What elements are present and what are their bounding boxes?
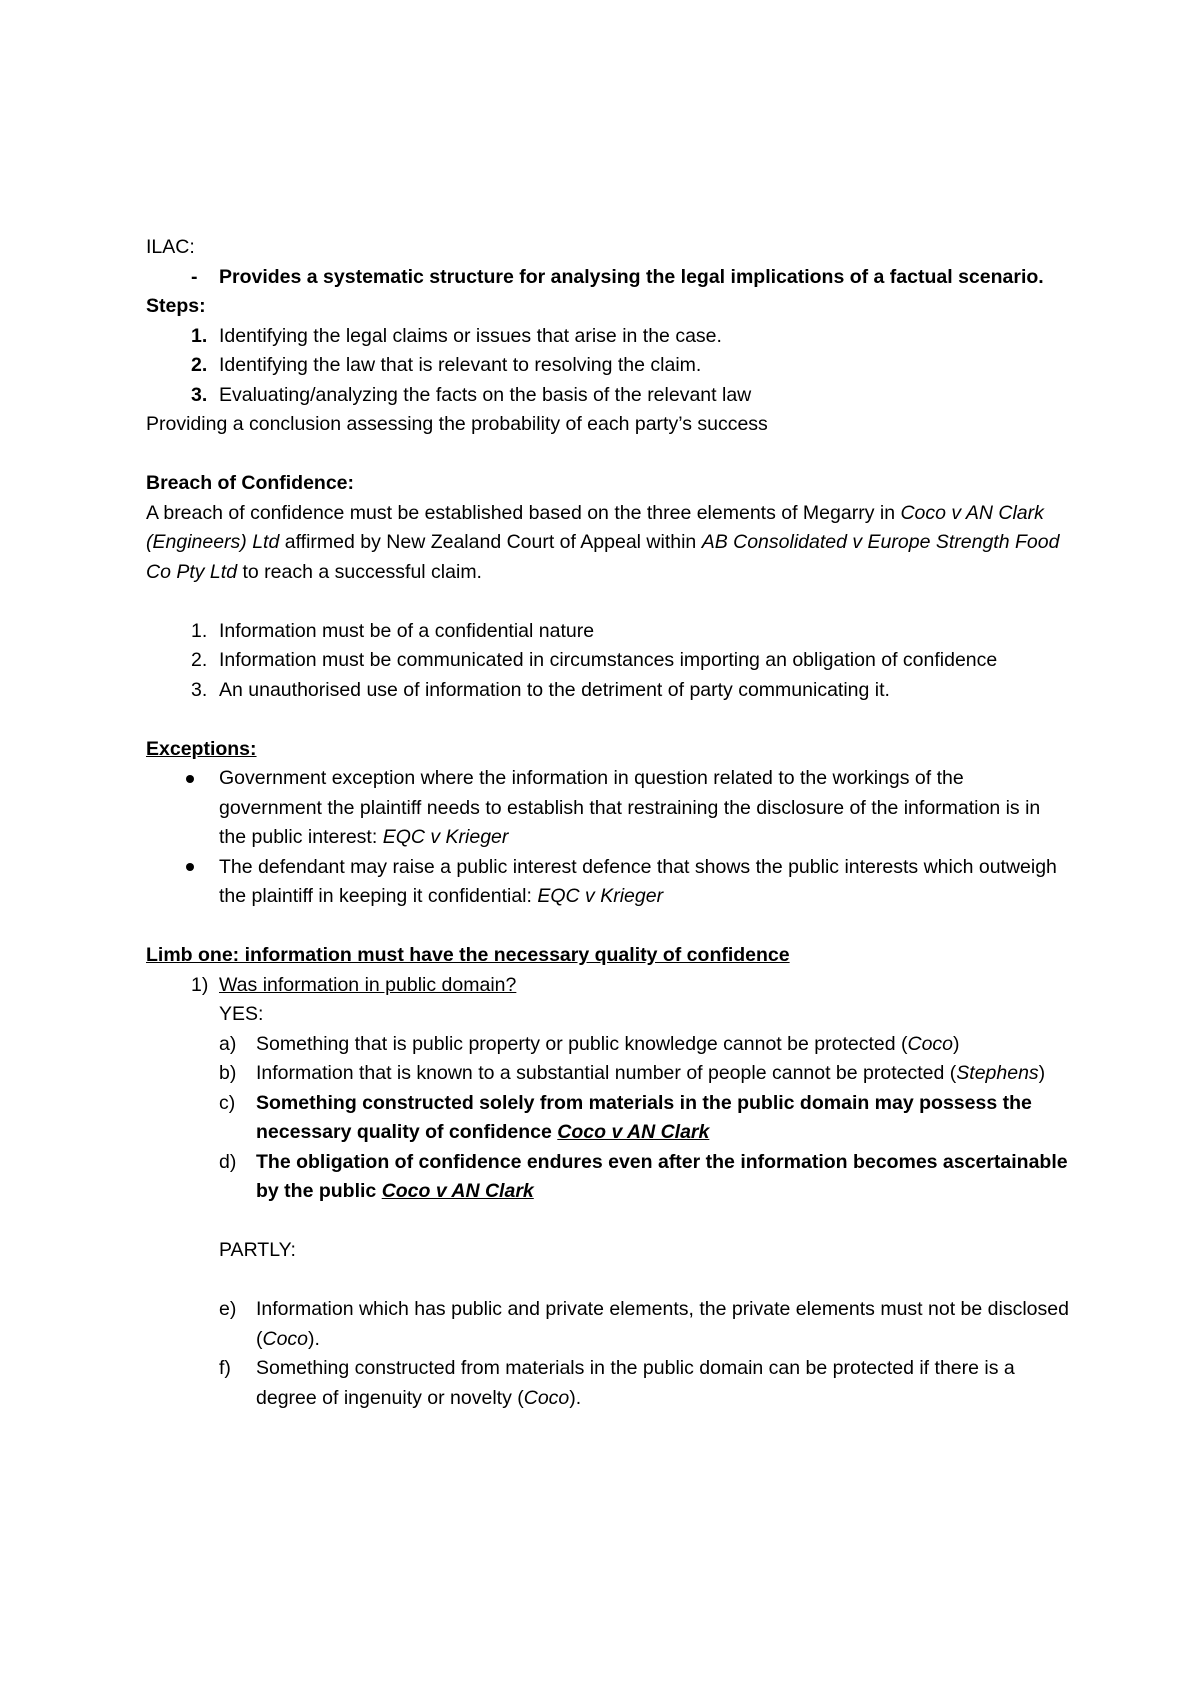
- element-item: 3. An unauthorised use of information to the detriment of party communicating it.: [191, 678, 890, 701]
- document-page: [146, 233, 1071, 1413]
- breach-heading: Breach of Confidence:: [146, 472, 355, 494]
- exception-item: The defendant may raise a public interest defence that shows the public interests which outweigh the plaintiff in keeping it confidential: EQC v Krieger: [146, 853, 1071, 912]
- limb-item: f) Something constructed from materials in the public domain can be protected if there is a degree of ingenuity or novelty (Coco).: [219, 1357, 1015, 1409]
- ilac-conclusion: Providing a conclusion assessing the probability of each party’s success: [146, 413, 768, 435]
- bullet-icon: [186, 863, 194, 871]
- steps-label: Steps:: [146, 295, 206, 317]
- ilac-point: - Provides a systematic structure for analysing the legal implications of a factual scenario.: [191, 265, 1044, 288]
- step-item: 2. Identifying the law that is relevant to resolving the claim.: [191, 354, 702, 376]
- limb-item: b) Information that is known to a substantial number of people cannot be protected (Stephens): [219, 1062, 1046, 1084]
- partly-label: PARTLY:: [219, 1239, 296, 1261]
- ilac-heading: ILAC:: [146, 236, 195, 258]
- limb-question: 1) Was information in public domain?: [191, 973, 517, 996]
- exception-item: Government exception where the information in question related to the workings of the government the plaintiff needs to establish that restraining the disclosure of the information is in the public interest: EQC v Krieger: [146, 764, 1071, 853]
- limb-one-heading: Limb one: information must have the necessary quality of confidence: [146, 944, 790, 966]
- limb-item: a) Something that is public property or public knowledge cannot be protected (Coco): [219, 1032, 960, 1055]
- limb-item: c) Something constructed solely from materials in the public domain may possess the necessary quality of confidence Coco v AN Clark: [219, 1091, 1032, 1143]
- exceptions-heading: Exceptions:: [146, 737, 257, 760]
- breach-intro: A breach of confidence must be established based on the three elements of Megarry in Coco v AN Clark (Engineers) Ltd affirmed by New Zealand Court of Appeal within AB Consolidated v Europe Strength Food Co Pty Ltd to reach a successful claim.: [146, 501, 1060, 583]
- element-item: 2. Information must be communicated in circumstances importing an obligation of confidence: [191, 649, 998, 671]
- step-item: 1. Identifying the legal claims or issues that arise in the case.: [191, 324, 722, 347]
- element-item: 1. Information must be of a confidential nature: [191, 619, 595, 642]
- limb-item: d) The obligation of confidence endures even after the information becomes ascertainable by the public Coco v AN Clark: [219, 1150, 1068, 1202]
- limb-item: e) Information which has public and private elements, the private elements must not be disclosed (Coco).: [219, 1298, 1069, 1350]
- step-item: 3. Evaluating/analyzing the facts on the basis of the relevant law: [191, 383, 752, 406]
- bullet-icon: [186, 775, 194, 783]
- yes-label: YES:: [219, 1003, 264, 1025]
